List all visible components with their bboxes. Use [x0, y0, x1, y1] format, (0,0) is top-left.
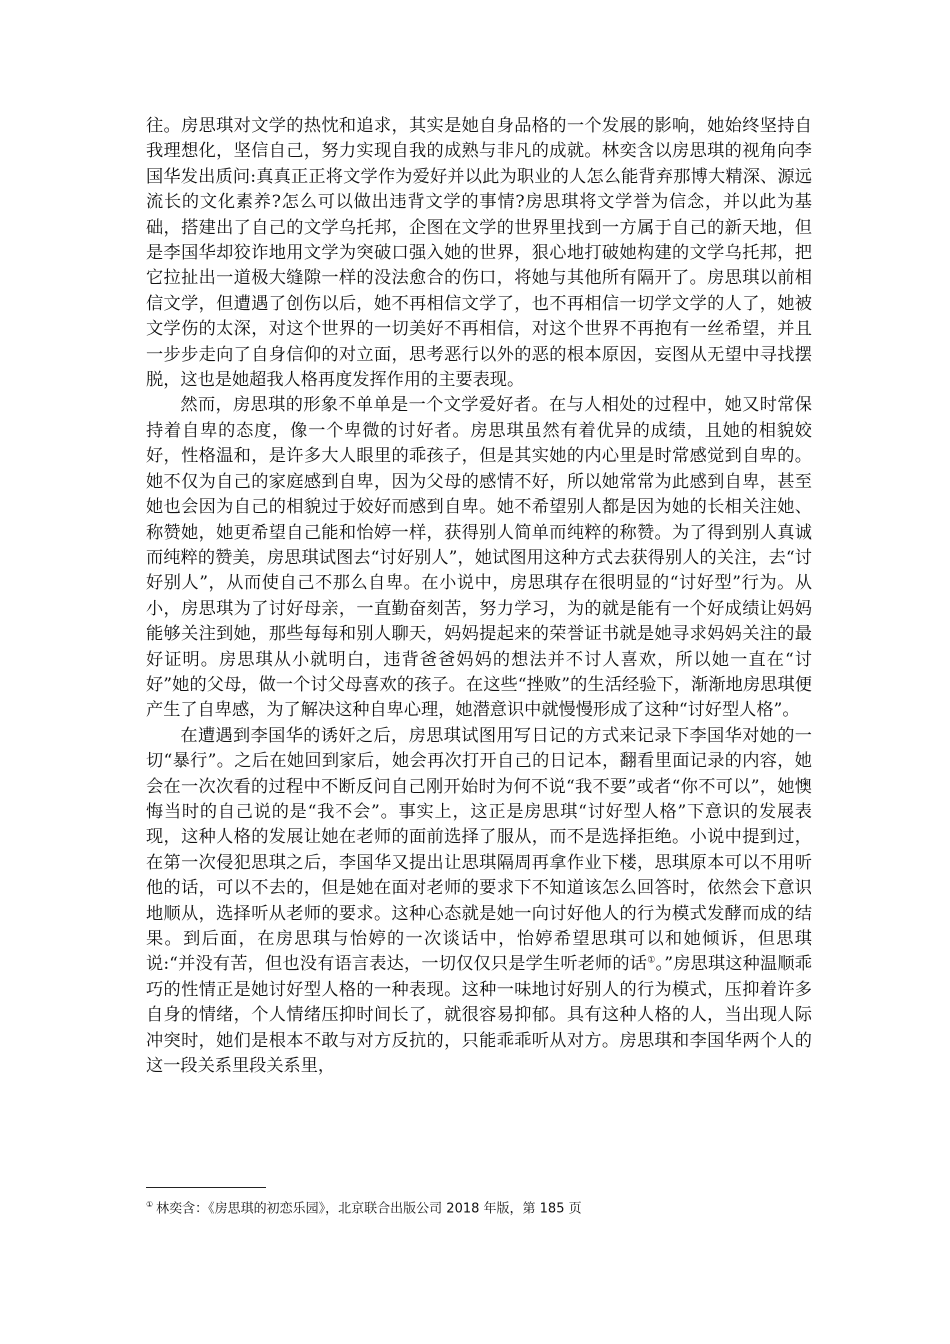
paragraph-1: 往。房思琪对文学的热忱和追求，其实是她自身品格的一个发展的影响，她始终坚持自我理想化，坚信自己，努力实现自我的成熟与非凡的成就。林奕含以房思琪的视角向李国华发出质问:真真正正将文学作为爱好并以此为职业的人怎么能背弃那博大精深、源远流长的文化素养?怎么可以做出违背文学的事情?房思琪将文学誉为信念，并以此为基础，搭建出了自己的文学乌托邦，企图在文学的世界里找到一方属于自己的新天地，但是李国华却狡诈地用文学为突破口强入她的世界，狠心地打破她构建的文学乌托邦，把它拉扯出一道极大缝隙一样的没法愈合的伤口，将她与其他所有隔开了。房思琪以前相信文学，但遭遇了创伤以后，她不再相信文学了，也不再相信一切学文学的人了，她被文学伤的太深，对这个世界的一切美好不再相信，对这个世界不再抱有一丝希望，并且一步步走向了自身信仰的对立面，思考恶行以外的恶的根本原因，妄图从无望中寻找摆脱，这也是她超我人格再度发挥作用的主要表现。: [146, 116, 812, 391]
footnote-marker: ①: [146, 1200, 154, 1209]
footnote-text: 林奕含：《房思琪的初恋乐园》，北京联合出版公司 2018 年版，第 185 页: [156, 1201, 582, 1217]
paragraph-3-text: 在遭遇到李国华的诱奸之后，房思琪试图用写日记的方式来记录下李国华对她的一切“暴行”。之后在她回到家后，她会再次打开自己的日记本，翻看里面记录的内容，她会在一次次看的过程中不断反问自己刚开始时为何不说“我不要”或者“你不可以”，她懊悔当时的自己说的是“我不会”。事实上，这正是房思琪“讨好型人格”下意识的发展表现，这种人格的发展让她在老师的面前选择了服从，而不是选择拒绝。小说中提到过，在第一次侵犯思琪之后，李国华又提出让思琪隔周再拿作业下楼，思琪原本可以不用听他的话，可以不去的，但是她在面对老师的要求下不知道该怎么回答时，依然会下意识地顺从，选择听从老师的要求。这种心态就是她一向讨好他人的行为模式发酵而成的结果。到后面，在房思琪与怡婷的一次谈话中，怡婷希望思琪可以和她倾诉，但思琪说:“并没有苦，但也没有语言表达，一切仅仅只是学生听老师的话: [146, 725, 812, 975]
paragraph-2: 然而，房思琪的形象不单单是一个文学爱好者。在与人相处的过程中，她又时常保持着自卑的态度，像一个卑微的讨好者。房思琪虽然有着优异的成绩，且她的相貌姣好，性格温和，是许多大人眼里的乖孩子，但是其实她的内心里是时常感觉到自卑的。她不仅为自己的家庭感到自卑，因为父母的感情不好，所以她常常为此感到自卑，甚至她也会因为自己的相貌过于姣好而感到自卑。她不希望别人都是因为她的长相关注她、称赞她，她更希望自己能和怡婷一样，获得别人简单而纯粹的称赞。为了得到别人真诚而纯粹的赞美，房思琪试图去“讨好别人”，她试图用这种方式去获得别人的关注，去“讨好别人”，从而使自己不那么自卑。在小说中，房思琪存在很明显的“讨好型”行为。从小，房思琪为了讨好母亲，一直勤奋刻苦，努力学习，为的就是能有一个好成绩让妈妈能够关注到她，那些每每和别人聊天，妈妈提起来的荣誉证书就是她寻求妈妈关注的最好证明。房思琪从小就明白，违背爸爸妈妈的想法并不讨人喜欢，所以她一直在“讨好”她的父母，做一个讨父母喜欢的孩子。在这些“挫败”的生活经验下，渐渐地房思琪便产生了自卑感，为了解决这种自卑心理，她潜意识中就慢慢形成了这种“讨好型人格”。: [146, 395, 812, 721]
footnote: [146, 1196, 812, 1218]
paragraph-3-continuation: 。”房思琪这种温顺乖巧的性情正是她讨好型人格的一种表现。这种一味地讨好别人的行为模式，压抑着许多自身的情绪，个人情绪压抑时间长了，就很容易抑郁。具有这种人格的人，当出现人际冲突时，她们是根本不敢与对方反抗的，只能乖乖听从对方。房思琪和李国华两个人的这一段关系里段关系里，: [146, 954, 812, 1077]
footnote-reference[interactable]: ①: [647, 955, 656, 966]
footnote-divider: [146, 1187, 266, 1188]
body-text: [146, 114, 812, 1079]
paragraph-3: [146, 724, 812, 1080]
